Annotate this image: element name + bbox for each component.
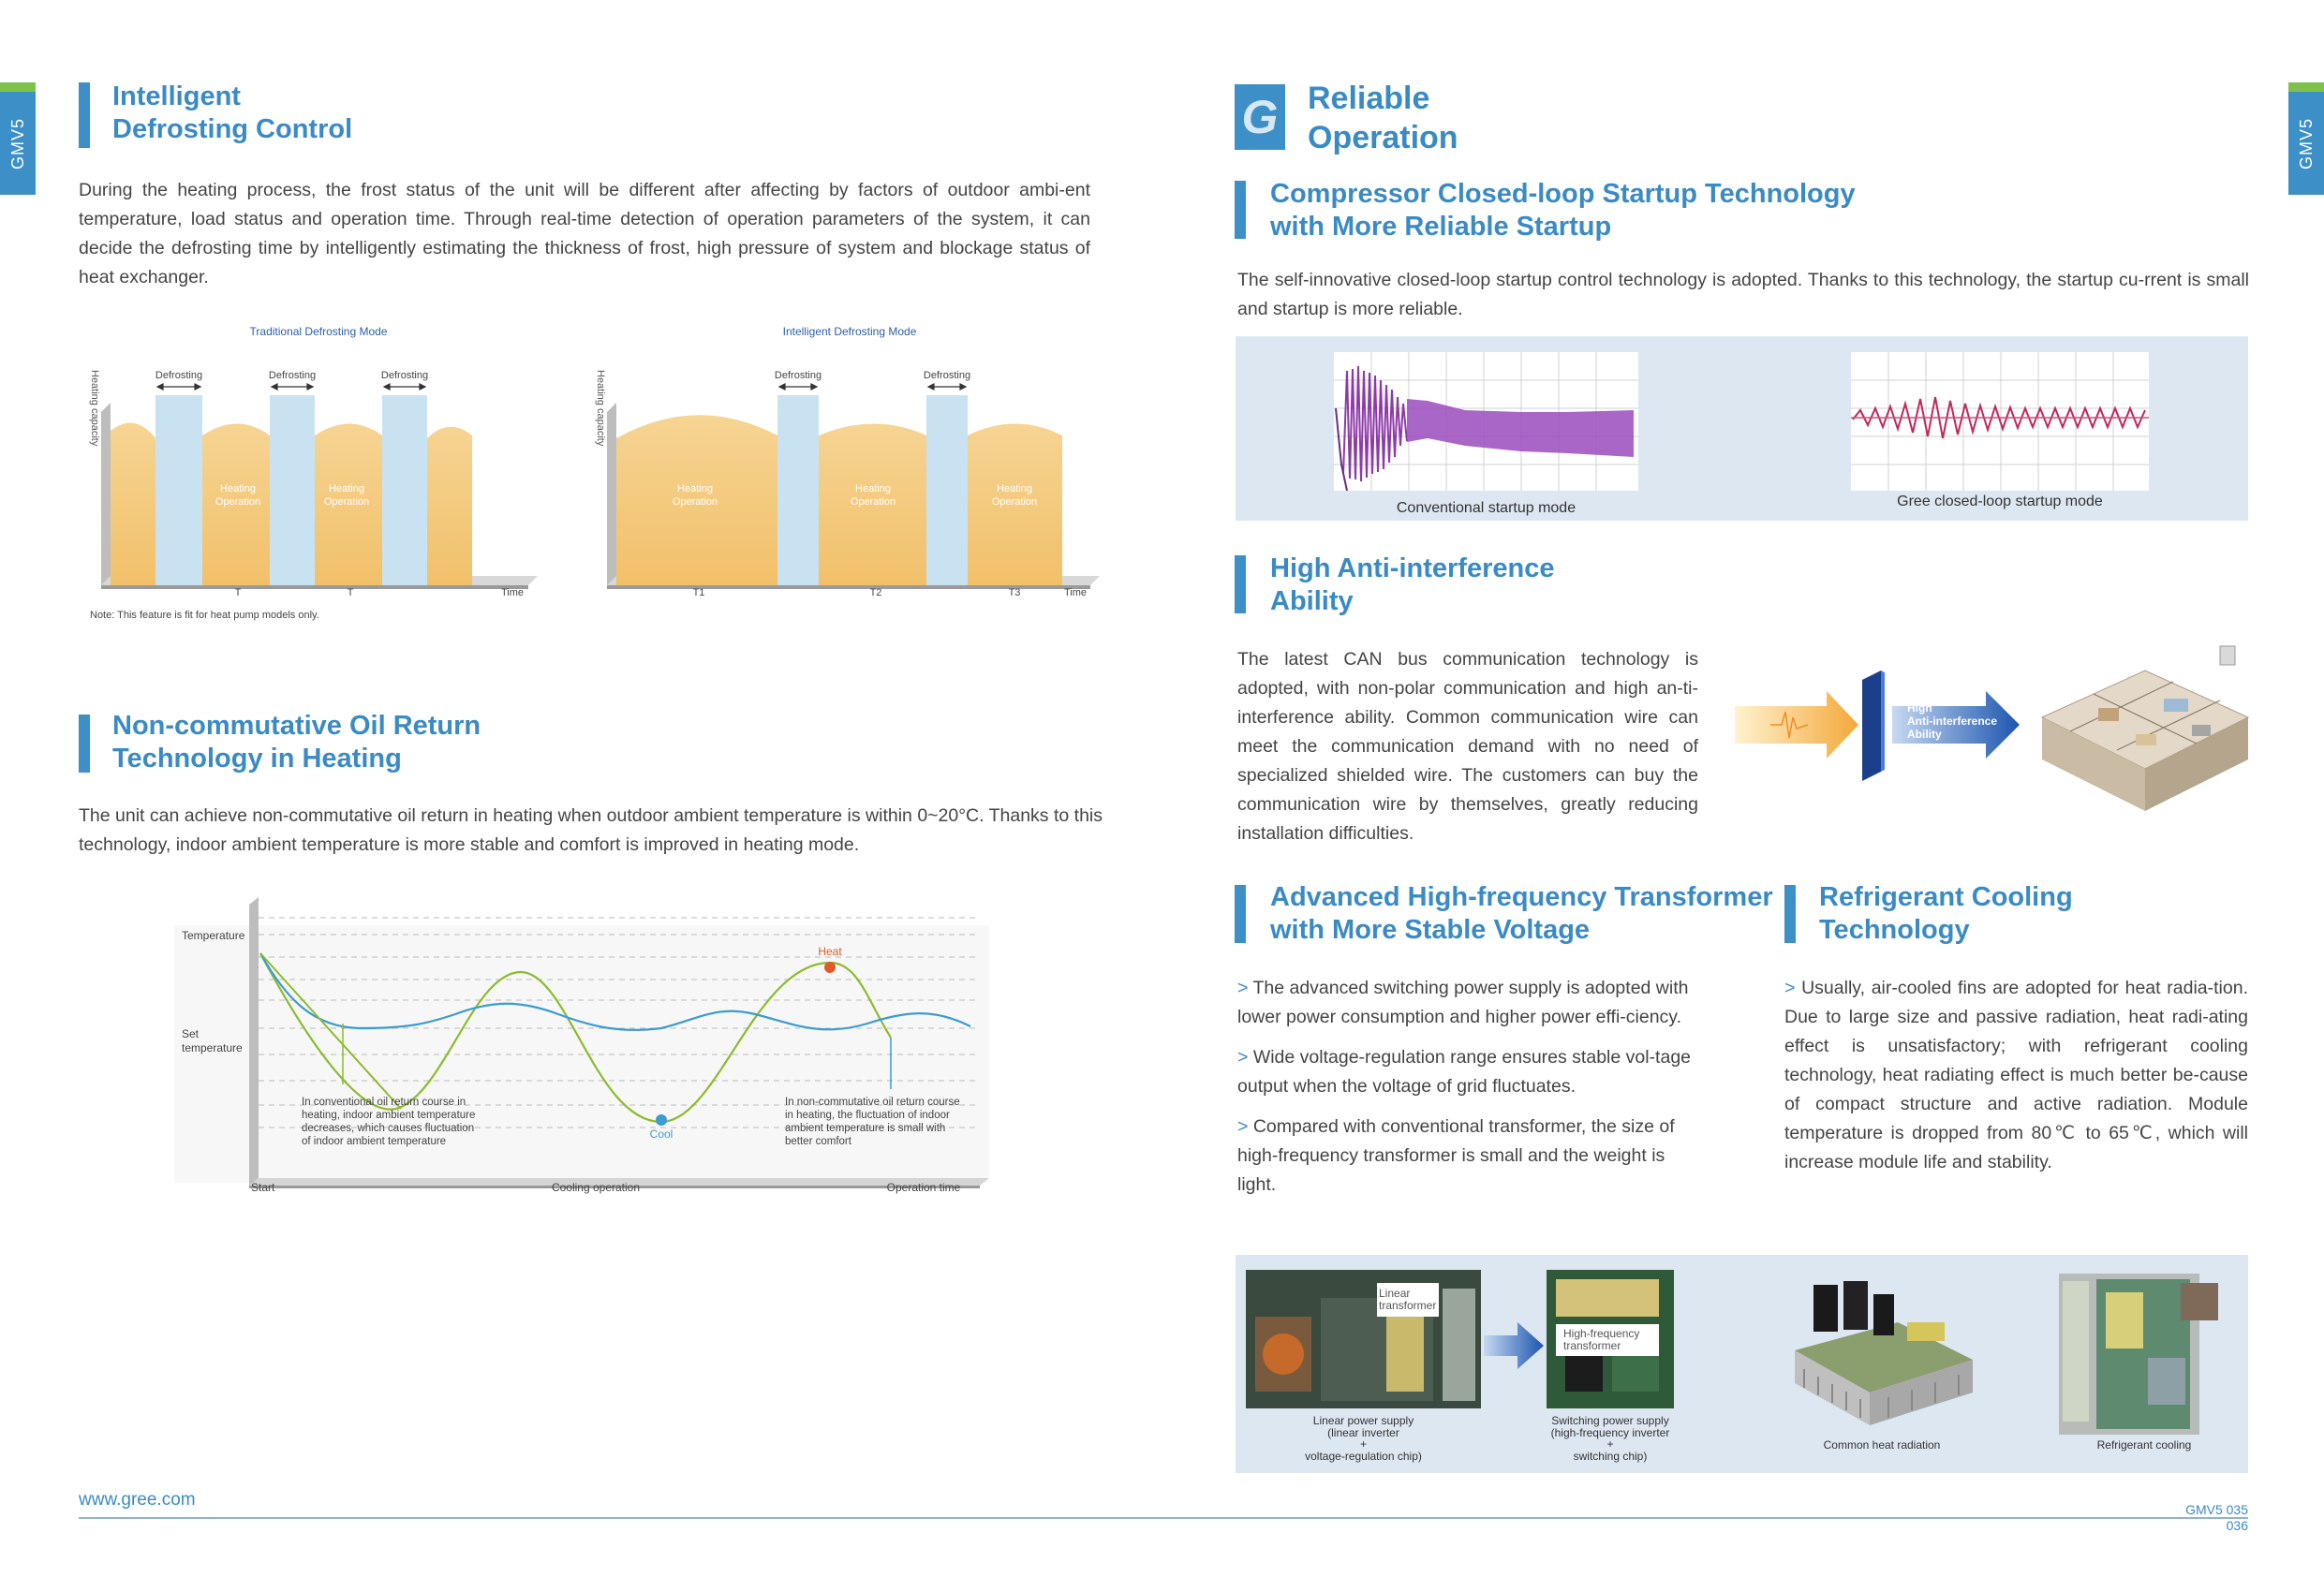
transformer-bullets bbox=[1237, 974, 1698, 1200]
svg-text:Cooling operation: Cooling operation bbox=[551, 1181, 641, 1194]
footer-url[interactable]: www.gree.com bbox=[79, 1490, 196, 1510]
antiinterference-heading-bar bbox=[1235, 555, 1246, 613]
transformer-bullet-2: > Wide voltage-regulation range ensures stable vol-tage output when the voltage of grid fluctuates. bbox=[1237, 1047, 1692, 1097]
svg-text:Defrosting: Defrosting bbox=[380, 370, 429, 381]
svg-text:Operation: Operation bbox=[991, 496, 1038, 508]
transformer-heading: Advanced High-frequency Transformer with More Stable Voltage bbox=[1270, 882, 1773, 945]
common-heat-radiation-photo bbox=[1785, 1275, 1978, 1435]
svg-text:Heating: Heating bbox=[220, 483, 256, 494]
defrost-heading: Intelligent Defrosting Control bbox=[112, 81, 353, 144]
svg-text:T2: T2 bbox=[869, 587, 882, 598]
svg-text:T: T bbox=[347, 587, 354, 598]
svg-text:Heat: Heat bbox=[818, 945, 842, 958]
oil-return-chart bbox=[174, 897, 999, 1201]
svg-text:Heating: Heating bbox=[855, 483, 891, 494]
hf-transformer-tag: High-frequency transformer bbox=[1563, 1327, 1640, 1352]
svg-text:in heating, the fluctuation of: in heating, the fluctuation of indoor bbox=[785, 1110, 950, 1121]
svg-text:Cool: Cool bbox=[649, 1127, 674, 1141]
page-number: 036 bbox=[2226, 1518, 2248, 1533]
antiinterference-illustration bbox=[1733, 633, 2250, 817]
oil-heading: Non-commutative Oil Return Technology in Heating bbox=[112, 711, 481, 774]
linear-transformer-tag: Linear transformer bbox=[1379, 1287, 1437, 1312]
diagram1-title: Traditional Defrosting Mode bbox=[249, 325, 388, 338]
linear-power-supply-photo bbox=[1246, 1270, 1481, 1408]
cooling-body: > Usually, air-cooled fins are adopted for heat radia-tion. Due to large size and passive radiation, heat radi-ating effect is unsatisfactory; with refrigerant cooling technology, heat radiating effect is much better be-cause of compact structure and active radiation. Module temperature is dropped from 80℃ to 65℃, which will increase module life and stability. bbox=[1784, 978, 2248, 1172]
svg-text:Defrosting: Defrosting bbox=[923, 370, 971, 381]
svg-text:Defrosting: Defrosting bbox=[774, 370, 822, 381]
defrost-heading-bar bbox=[79, 82, 90, 148]
refrigerant-cooling-caption: Refrigerant cooling bbox=[2096, 1438, 2192, 1452]
svg-text:High: High bbox=[1907, 701, 1932, 715]
reliable-operation-heading: Reliable Operation bbox=[1308, 81, 1458, 155]
antiinterference-heading: High Anti-interference Ability bbox=[1270, 553, 1555, 616]
svg-text:Anti-interference: Anti-interference bbox=[1907, 715, 1998, 728]
svg-text:Heating: Heating bbox=[997, 483, 1032, 494]
diagram2-ylabel: Heating capacity bbox=[595, 370, 606, 447]
svg-text:of indoor ambient temperature: of indoor ambient temperature bbox=[302, 1136, 447, 1147]
svg-text:In conventional oil return cou: In conventional oil return course in bbox=[302, 1097, 466, 1108]
common-heat-radiation-caption: Common heat radiation bbox=[1823, 1438, 1941, 1452]
gree-startup-waveform bbox=[1851, 352, 2149, 491]
diagram1-ylabel: Heating capacity bbox=[89, 370, 100, 447]
svg-text:better comfort: better comfort bbox=[785, 1136, 851, 1147]
svg-text:heating, indoor ambient temper: heating, indoor ambient temperature bbox=[302, 1110, 476, 1121]
cooling-heading-bar bbox=[1784, 885, 1796, 943]
left-section-tab: GMV5 bbox=[0, 92, 36, 195]
svg-text:T: T bbox=[234, 587, 242, 598]
refrigerant-cooling-photo bbox=[2059, 1274, 2218, 1435]
page-label: GMV5 035 bbox=[2185, 1502, 2248, 1517]
transformer-heading-bar bbox=[1235, 885, 1246, 943]
svg-text:T3: T3 bbox=[1008, 587, 1021, 598]
svg-text:Time: Time bbox=[500, 587, 525, 598]
linear-power-supply-caption: Linear power supply (linear inverter + voltage-regulation chip) bbox=[1305, 1414, 1422, 1463]
svg-text:Operation: Operation bbox=[215, 496, 261, 508]
diagram2-title: Intelligent Defrosting Mode bbox=[782, 325, 917, 338]
oil-body: The unit can achieve non-commutative oil return in heating when outdoor ambient temperature is within 0~20°C. Thanks to this technology, indoor ambient temperature is more stable and comfort is improved in heating mode. bbox=[79, 805, 1103, 855]
svg-text:Heating: Heating bbox=[677, 483, 713, 494]
svg-text:Operation time: Operation time bbox=[886, 1181, 961, 1194]
gree-startup-caption: Gree closed-loop startup mode bbox=[1897, 494, 2103, 509]
svg-text:decreases, which causes fluctu: decreases, which causes fluctuation bbox=[302, 1123, 475, 1134]
right-section-tab: GMV5 bbox=[2288, 92, 2324, 195]
svg-text:Set: Set bbox=[182, 1027, 200, 1040]
svg-text:Start: Start bbox=[251, 1181, 275, 1194]
svg-text:Operation: Operation bbox=[323, 496, 370, 508]
g-logo-icon: G bbox=[1235, 84, 1285, 150]
footer-rule bbox=[79, 1517, 2248, 1519]
svg-text:Ability: Ability bbox=[1907, 728, 1942, 741]
defrost-note: Note: This feature is fit for heat pump models only. bbox=[90, 610, 319, 621]
compressor-heading: Compressor Closed-loop Startup Technology with More Reliable Startup bbox=[1270, 179, 1856, 242]
svg-text:Defrosting: Defrosting bbox=[155, 370, 203, 381]
svg-text:ambient temperature is small w: ambient temperature is small with bbox=[785, 1123, 946, 1134]
conventional-startup-waveform bbox=[1334, 352, 1638, 491]
switching-power-supply-caption: Switching power supply (high-frequency inverter + switching chip) bbox=[1550, 1414, 1670, 1463]
antiinterference-body: The latest CAN bus communication technology is adopted, with non-polar communication and high an-ti-interference ability. Common communication wire can meet the communication demand with no need of specialized shielded wire. The customers can buy the communication wire by themselves, greatly reducing installation difficulties. bbox=[1237, 649, 1698, 844]
svg-text:Operation: Operation bbox=[850, 496, 896, 508]
oil-heading-bar bbox=[79, 715, 90, 773]
transformer-bullet-1: > The advanced switching power supply is adopted with lower power consumption and higher power effi-ciency. bbox=[1237, 978, 1689, 1027]
defrost-body: During the heating process, the frost status of the unit will be different after affecting by factors of outdoor ambi-ent temperature, load status and operation time. Through real-time detection of operation parameters of the system, it can decide the defrosting time by intelligently estimating the thickness of frost, high pressure of system and blockage status of heat exchanger. bbox=[79, 180, 1090, 287]
compressor-body: The self-innovative closed-loop startup control technology is adopted. Thanks to this technology, the startup cu-rrent is small and startup is more reliable. bbox=[1237, 270, 2249, 319]
svg-text:Operation: Operation bbox=[672, 496, 718, 508]
svg-text:T1: T1 bbox=[692, 587, 705, 598]
transition-arrow-icon bbox=[1484, 1319, 1544, 1373]
conventional-startup-caption: Conventional startup mode bbox=[1396, 500, 1576, 516]
compressor-heading-bar bbox=[1235, 181, 1246, 239]
defrost-diagrams bbox=[79, 318, 1118, 627]
svg-text:Heating: Heating bbox=[329, 483, 364, 494]
svg-text:In non-commutative oil return: In non-commutative oil return course bbox=[785, 1097, 960, 1108]
svg-text:Time: Time bbox=[1063, 587, 1088, 598]
svg-text:temperature: temperature bbox=[182, 1041, 243, 1054]
cooling-heading: Refrigerant Cooling Technology bbox=[1819, 882, 2073, 945]
svg-text:Defrosting: Defrosting bbox=[268, 370, 317, 381]
transformer-bullet-3: > Compared with conventional transformer, the size of high-frequency transformer is small and the weight is light. bbox=[1237, 1116, 1675, 1195]
svg-text:Temperature: Temperature bbox=[182, 929, 245, 942]
